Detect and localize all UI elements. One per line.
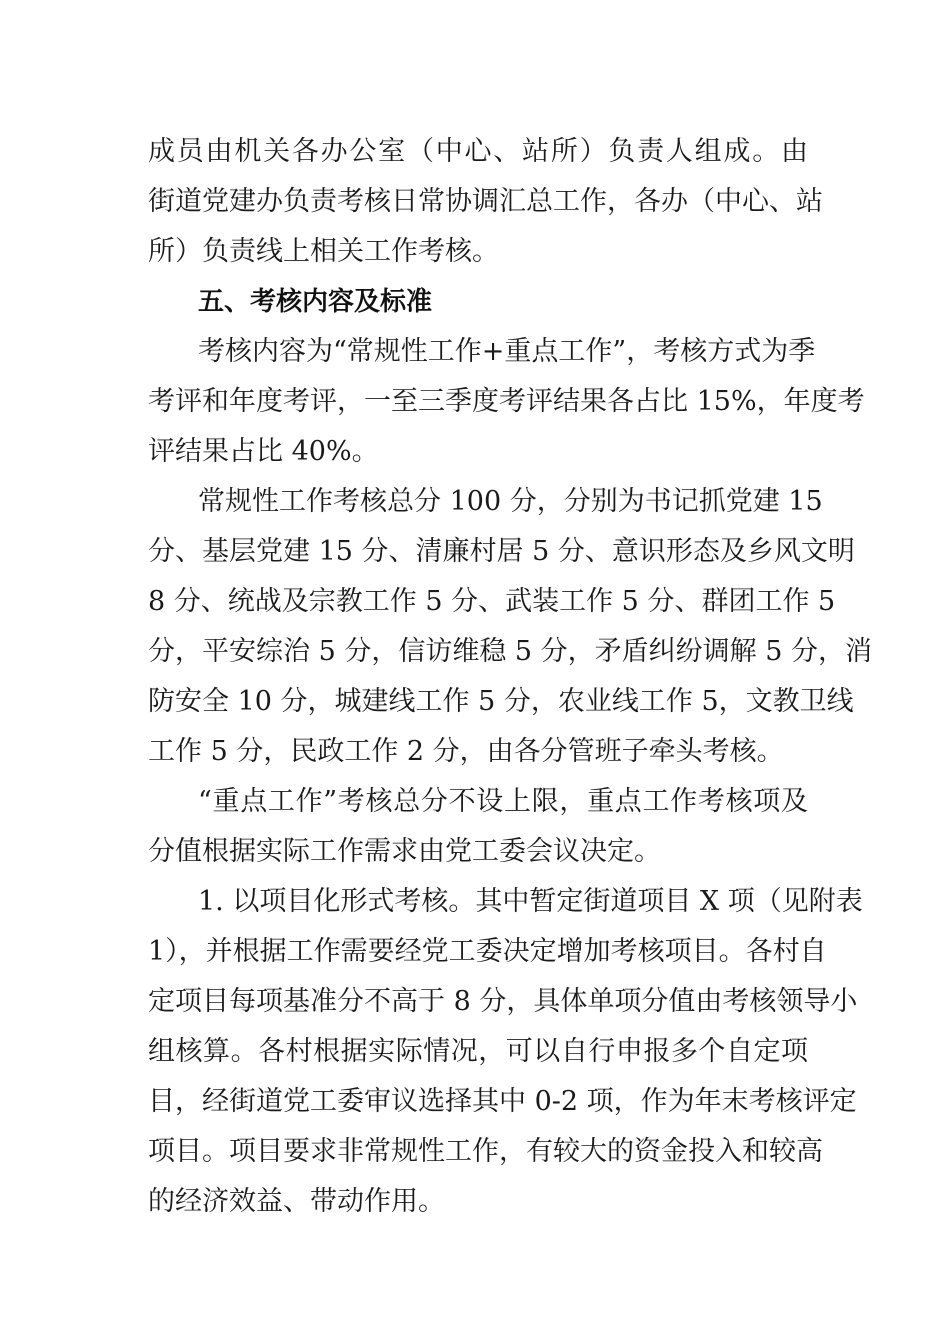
paragraph-line: 1. 以项目化形式考核。其中暂定街道项目 X 项（见附表: [198, 886, 863, 917]
paragraph-line: 成员由机关各办公室（中心、站所）负责人组成。由: [148, 136, 808, 167]
section-heading: 五、考核内容及标准: [198, 287, 433, 317]
paragraph-line: 所）负责线上相关工作考核。: [148, 236, 499, 267]
paragraph-line: 常规性工作考核总分 100 分，分别为书记抓党建 15: [198, 486, 823, 517]
paragraph-line: 定项目每项基准分不高于 8 分，具体单项分值由考核领导小: [148, 986, 858, 1017]
paragraph-line: 8 分、统战及宗教工作 5 分、武装工作 5 分、群团工作 5: [148, 586, 836, 617]
paragraph-line: 目，经街道党工委审议选择其中 0-2 项，作为年末考核评定: [148, 1086, 857, 1117]
paragraph-line: 考评和年度考评，一至三季度考评结果各占比 15%，年度考: [148, 386, 865, 417]
paragraph-line: 组核算。各村根据实际情况，可以自行申报多个自定项: [148, 1036, 808, 1067]
paragraph-line: 的经济效益、带动作用。: [148, 1186, 445, 1217]
paragraph-line: 分、基层党建 15 分、清廉村居 5 分、意识形态及乡风文明: [148, 536, 855, 567]
paragraph-line: “重点工作”考核总分不设上限，重点工作考核项及: [198, 786, 808, 817]
paragraph-line: 评结果占比 40%。: [148, 436, 379, 467]
paragraph-line: 防安全 10 分，城建线工作 5 分，农业线工作 5，文教卫线: [148, 686, 854, 717]
paragraph-line: 考核内容为“常规性工作+重点工作”，考核方式为季: [198, 336, 816, 367]
paragraph-line: 1），并根据工作需要经党工委决定增加考核项目。各村自: [148, 936, 827, 967]
paragraph-line: 分，平安综治 5 分，信访维稳 5 分，矛盾纠纷调解 5 分，消: [148, 636, 873, 667]
paragraph-line: 项目。项目要求非常规性工作，有较大的资金投入和较高: [148, 1136, 823, 1167]
paragraph-line: 分值根据实际工作需求由党工委会议决定。: [148, 836, 661, 867]
paragraph-line: 街道党建办负责考核日常协调汇总工作，各办（中心、站: [148, 186, 823, 217]
paragraph-line: 工作 5 分，民政工作 2 分，由各分管班子牵头考核。: [148, 736, 784, 767]
